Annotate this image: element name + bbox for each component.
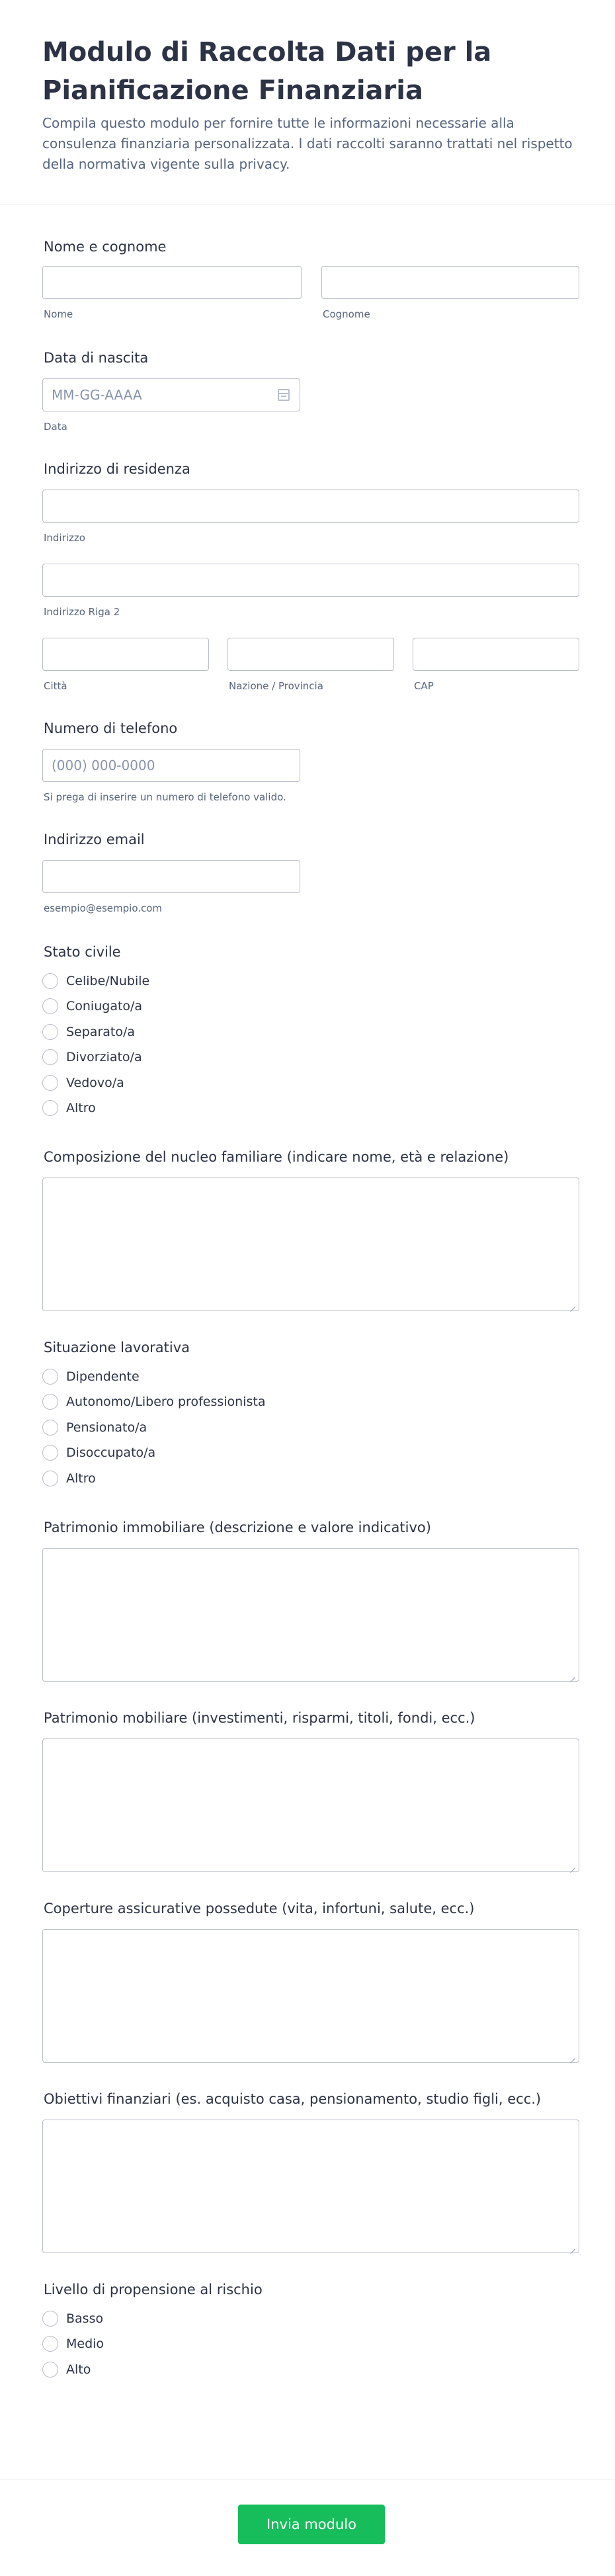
first-name-sublabel: Nome	[44, 308, 73, 320]
radio-label: Altro	[66, 1471, 96, 1486]
insurance-textarea[interactable]	[42, 1929, 579, 2063]
zip-input[interactable]	[413, 638, 579, 671]
radio-label: Celibe/Nubile	[66, 974, 150, 988]
goals-textarea[interactable]	[42, 2120, 579, 2253]
city-sublabel: Città	[44, 680, 67, 692]
radio-button[interactable]	[42, 1075, 58, 1091]
address-line1-input[interactable]	[42, 490, 579, 523]
financial-assets-label: Patrimonio mobiliare (investimenti, risparmi, titoli, fondi, ecc.)	[44, 1710, 475, 1726]
resize-grip-icon[interactable]	[569, 2052, 575, 2059]
full-name-label: Nome e cognome	[44, 239, 167, 255]
radio-label: Pensionato/a	[66, 1420, 147, 1435]
radio-label: Dipendente	[66, 1369, 140, 1384]
radio-label: Disoccupato/a	[66, 1445, 156, 1460]
marital-option[interactable]	[42, 1049, 142, 1066]
email-input[interactable]	[42, 860, 300, 893]
risk-option[interactable]	[42, 2335, 104, 2352]
form-description: Compila questo modulo per fornire tutte le informazioni necessarie alla consulenza finanziaria personalizzata. I dati raccolti saranno trattati nel rispetto della normativa vigente sulla privacy.	[42, 115, 573, 172]
birth-date-label: Data di nascita	[44, 350, 149, 366]
employment-option[interactable]	[42, 1368, 140, 1385]
real-estate-label: Patrimonio immobiliare (descrizione e valore indicativo)	[44, 1520, 431, 1535]
employment-option[interactable]	[42, 1393, 265, 1410]
employment-option[interactable]	[42, 1444, 155, 1461]
goals-label: Obiettivi finanziari (es. acquisto casa, pensionamento, studio figli, ecc.)	[44, 2091, 542, 2107]
radio-label: Alto	[66, 2362, 91, 2377]
real-estate-textarea[interactable]	[42, 1548, 579, 1682]
risk-option[interactable]	[42, 2310, 103, 2327]
address-line2-input[interactable]	[42, 564, 579, 597]
radio-label: Vedovo/a	[66, 1076, 124, 1090]
address-line2-sublabel: Indirizzo Riga 2	[44, 606, 120, 618]
radio-button[interactable]	[42, 1471, 58, 1486]
phone-sublabel: Si prega di inserire un numero di telefono valido.	[44, 791, 286, 803]
resize-grip-icon[interactable]	[569, 1671, 575, 1678]
radio-button[interactable]	[42, 998, 58, 1014]
state-input[interactable]	[227, 638, 394, 671]
radio-button[interactable]	[42, 1049, 58, 1065]
address-line1-sublabel: Indirizzo	[44, 532, 85, 544]
address-label: Indirizzo di residenza	[44, 461, 190, 477]
employment-option[interactable]	[42, 1419, 147, 1436]
resize-grip-icon[interactable]	[569, 2243, 575, 2249]
marital-option[interactable]	[42, 998, 142, 1015]
calendar-icon[interactable]	[278, 389, 290, 401]
radio-label: Coniugato/a	[66, 999, 143, 1013]
form-title: Modulo di Raccolta Dati per la Pianificazione Finanziaria	[42, 37, 492, 106]
state-sublabel: Nazione / Provincia	[229, 680, 323, 692]
radio-label: Basso	[66, 2311, 104, 2326]
marital-option[interactable]	[42, 1074, 124, 1092]
first-name-input[interactable]	[42, 266, 302, 299]
radio-button[interactable]	[42, 973, 58, 989]
zip-sublabel: CAP	[414, 680, 434, 692]
phone-label: Numero di telefono	[44, 720, 178, 736]
marital-option[interactable]	[42, 1099, 96, 1117]
marital-option[interactable]	[42, 1023, 135, 1041]
resize-grip-icon[interactable]	[569, 1301, 575, 1307]
city-input[interactable]	[42, 638, 209, 671]
financial-assets-textarea[interactable]	[42, 1739, 579, 1872]
radio-label: Separato/a	[66, 1025, 136, 1039]
phone-input[interactable]	[42, 749, 300, 782]
birth-date-input[interactable]	[42, 378, 300, 411]
family-textarea[interactable]	[42, 1178, 579, 1311]
radio-button[interactable]	[42, 1024, 58, 1040]
radio-button[interactable]	[42, 1420, 58, 1436]
birth-date-sublabel: Data	[44, 421, 67, 433]
employment-label: Situazione lavorativa	[44, 1340, 190, 1355]
last-name-sublabel: Cognome	[323, 308, 370, 320]
risk-option[interactable]	[42, 2361, 91, 2378]
radio-label: Autonomo/Libero professionista	[66, 1395, 266, 1409]
radio-label: Altro	[66, 1101, 96, 1115]
radio-label: Medio	[66, 2337, 104, 2351]
last-name-input[interactable]	[321, 266, 579, 299]
radio-button[interactable]	[42, 1100, 58, 1116]
radio-button[interactable]	[42, 1369, 58, 1385]
radio-button[interactable]	[42, 2336, 58, 2352]
email-sublabel: esempio@esempio.com	[44, 902, 163, 914]
family-label: Composizione del nucleo familiare (indicare nome, età e relazione)	[44, 1149, 509, 1165]
insurance-label: Coperture assicurative possedute (vita, infortuni, salute, ecc.)	[44, 1901, 475, 1916]
resize-grip-icon[interactable]	[569, 1862, 575, 1868]
submit-button[interactable]: Invia modulo	[238, 2505, 385, 2544]
radio-button[interactable]	[42, 1445, 58, 1461]
marital-option[interactable]	[42, 972, 149, 990]
marital-status-label: Stato civile	[44, 944, 121, 960]
radio-button[interactable]	[42, 1394, 58, 1410]
email-label: Indirizzo email	[44, 832, 145, 847]
employment-option[interactable]	[42, 1470, 96, 1487]
form-header	[42, 33, 585, 175]
risk-label: Livello di propensione al rischio	[44, 2282, 263, 2297]
radio-label: Divorziato/a	[66, 1050, 142, 1064]
radio-button[interactable]	[42, 2362, 58, 2378]
radio-button[interactable]	[42, 2311, 58, 2327]
